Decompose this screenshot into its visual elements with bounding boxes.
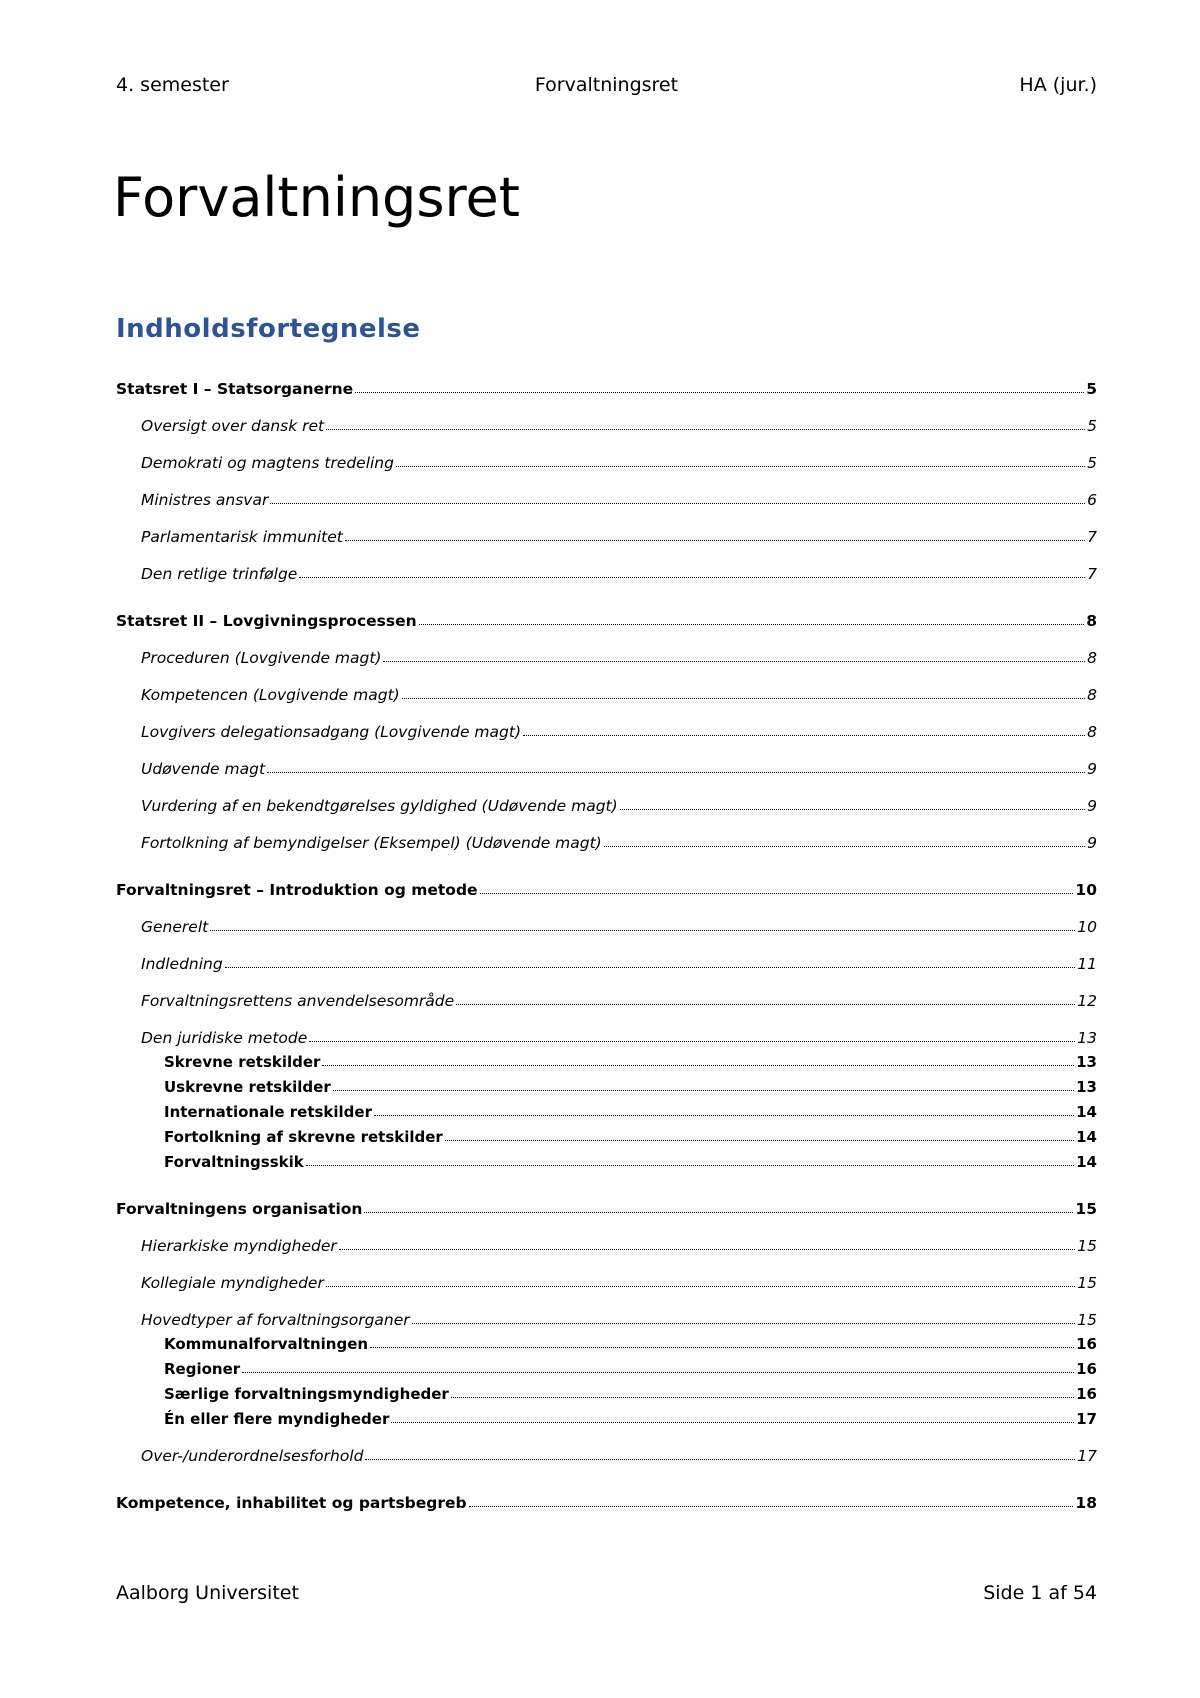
toc-entry[interactable] <box>116 992 1097 1010</box>
toc-entry-label: Hovedtyper af forvaltningsorganer <box>141 1311 410 1329</box>
toc-leader-dots <box>419 624 1085 625</box>
toc-entry[interactable] <box>116 380 1097 398</box>
toc-entry-page: 8 <box>1087 649 1097 667</box>
toc-heading: Indholdsfortegnelse <box>116 314 421 344</box>
toc-entry-label: Forvaltningsskik <box>164 1153 304 1171</box>
toc-entry-label: Regioner <box>164 1360 241 1378</box>
toc-entry-label: Proceduren (Lovgivende magt) <box>141 649 382 667</box>
toc-entry[interactable] <box>116 834 1097 852</box>
toc-entry[interactable] <box>116 454 1097 472</box>
toc-entry-page: 5 <box>1087 454 1097 472</box>
toc-leader-dots <box>267 772 1085 773</box>
toc-entry[interactable] <box>116 1078 1097 1096</box>
toc-entry[interactable] <box>116 1447 1097 1465</box>
toc-entry[interactable] <box>116 686 1097 704</box>
toc-entry-page: 9 <box>1087 760 1097 778</box>
toc-entry[interactable] <box>116 1103 1097 1121</box>
toc-entry-label: Udøvende magt <box>141 760 266 778</box>
toc-entry-label: Hierarkiske myndigheder <box>141 1237 337 1255</box>
toc-entry-label: Den retlige trinfølge <box>141 565 298 583</box>
toc-entry-page: 10 <box>1075 881 1097 899</box>
toc-leader-dots <box>306 1165 1074 1166</box>
toc-entry-page: 12 <box>1077 992 1097 1010</box>
toc-entry[interactable] <box>116 1360 1097 1378</box>
toc-entry-page: 13 <box>1077 1029 1097 1047</box>
toc-entry[interactable] <box>116 417 1097 435</box>
toc-entry-page: 17 <box>1077 1447 1097 1465</box>
toc-entry[interactable] <box>116 491 1097 509</box>
toc-entry-label: Ministres ansvar <box>141 491 269 509</box>
toc-entry-label: Kompetencen (Lovgivende magt) <box>141 686 400 704</box>
toc-leader-dots <box>355 392 1084 393</box>
toc-entry-page: 8 <box>1087 723 1097 741</box>
page-number: Side 1 af 54 <box>983 1582 1097 1604</box>
toc-leader-dots <box>322 1065 1074 1066</box>
toc-leader-dots <box>451 1397 1074 1398</box>
toc-leader-dots <box>480 893 1074 894</box>
toc-entry-label: Over-/underordnelsesforhold <box>141 1447 364 1465</box>
toc-entry-label: Én eller flere myndigheder <box>164 1410 390 1428</box>
toc-entry-label: Forvaltningsrettens anvendelsesområde <box>141 992 455 1010</box>
toc-leader-dots <box>402 698 1085 699</box>
toc-leader-dots <box>364 1212 1073 1213</box>
toc-entry-label: Vurdering af en bekendtgørelses gyldighed (Udøvende magt) <box>141 797 618 815</box>
page-footer <box>116 1582 1097 1604</box>
toc-entry[interactable] <box>116 1053 1097 1071</box>
toc-leader-dots <box>309 1041 1075 1042</box>
header-center: Forvaltningsret <box>534 74 679 96</box>
toc-leader-dots <box>383 661 1085 662</box>
toc-entry[interactable] <box>116 528 1097 546</box>
toc-entry-label: Statsret I – Statsorganerne <box>116 380 354 398</box>
toc-entry[interactable] <box>116 1274 1097 1292</box>
toc-leader-dots <box>456 1004 1075 1005</box>
toc-entry[interactable] <box>116 1200 1097 1218</box>
toc-leader-dots <box>242 1372 1074 1373</box>
toc-entry-page: 6 <box>1087 491 1097 509</box>
toc-entry-page: 16 <box>1076 1385 1097 1403</box>
toc-entry-label: Særlige forvaltningsmyndigheder <box>164 1385 449 1403</box>
toc-entry[interactable] <box>116 1311 1097 1329</box>
toc-entry[interactable] <box>116 1128 1097 1146</box>
toc-leader-dots <box>339 1249 1076 1250</box>
header-left: 4. semester <box>116 74 229 96</box>
toc-entry-label: Fortolkning af skrevne retskilder <box>164 1128 443 1146</box>
toc-entry-label: Oversigt over dansk ret <box>141 417 325 435</box>
toc-leader-dots <box>333 1090 1074 1091</box>
toc-entry-label: Lovgivers delegationsadgang (Lovgivende magt) <box>141 723 521 741</box>
toc-leader-dots <box>299 577 1085 578</box>
toc-entry-page: 16 <box>1076 1335 1097 1353</box>
toc-entry-page: 16 <box>1076 1360 1097 1378</box>
toc-entry[interactable] <box>116 1494 1097 1512</box>
toc-leader-dots <box>469 1506 1074 1507</box>
page-header <box>116 74 1097 100</box>
toc-entry-page: 15 <box>1075 1200 1097 1218</box>
toc-entry-label: Forvaltningsret – Introduktion og metode <box>116 881 478 899</box>
toc-entry-label: Skrevne retskilder <box>164 1053 321 1071</box>
toc-entry-page: 7 <box>1087 528 1097 546</box>
toc-entry-page: 10 <box>1077 918 1097 936</box>
toc-entry-label: Kompetence, inhabilitet og partsbegreb <box>116 1494 467 1512</box>
toc-entry-page: 9 <box>1087 834 1097 852</box>
toc-leader-dots <box>604 846 1085 847</box>
toc-entry-label: Internationale retskilder <box>164 1103 372 1121</box>
toc-entry[interactable] <box>116 918 1097 936</box>
toc-entry-page: 5 <box>1087 417 1097 435</box>
toc-leader-dots <box>374 1115 1074 1116</box>
toc-leader-dots <box>326 1286 1075 1287</box>
toc-entry-page: 15 <box>1077 1311 1097 1329</box>
toc-entry-label: Fortolkning af bemyndigelser (Eksempel) (Udøvende magt) <box>141 834 602 852</box>
toc-entry[interactable] <box>116 612 1097 630</box>
toc-leader-dots <box>270 503 1085 504</box>
toc-entry-label: Kollegiale myndigheder <box>141 1274 324 1292</box>
toc-entry-label: Kommunalforvaltningen <box>164 1335 369 1353</box>
toc-entry-page: 11 <box>1077 955 1097 973</box>
toc-entry-label: Forvaltningens organisation <box>116 1200 363 1218</box>
toc-entry[interactable] <box>116 565 1097 583</box>
toc-entry[interactable] <box>116 723 1097 741</box>
header-right: HA (jur.) <box>1019 74 1097 96</box>
toc-entry[interactable] <box>116 1029 1097 1047</box>
toc-entry[interactable] <box>116 1335 1097 1353</box>
toc-entry-label: Generelt <box>141 918 209 936</box>
toc-leader-dots <box>523 735 1085 736</box>
toc-entry[interactable] <box>116 1153 1097 1171</box>
toc-leader-dots <box>365 1459 1075 1460</box>
footer-left: Aalborg Universitet <box>116 1582 299 1604</box>
toc-entry-page: 15 <box>1077 1237 1097 1255</box>
toc-entry-page: 13 <box>1076 1053 1097 1071</box>
toc-leader-dots <box>396 466 1085 467</box>
toc-leader-dots <box>225 967 1076 968</box>
toc-entry[interactable] <box>116 1237 1097 1255</box>
toc-entry-page: 14 <box>1076 1128 1097 1146</box>
toc-leader-dots <box>345 540 1085 541</box>
toc-entry-label: Den juridiske metode <box>141 1029 308 1047</box>
toc-entry-label: Parlamentarisk immunitet <box>141 528 343 546</box>
toc-entry[interactable] <box>116 1385 1097 1403</box>
toc-entry[interactable] <box>116 955 1097 973</box>
toc-leader-dots <box>370 1347 1074 1348</box>
page-title: Forvaltningsret <box>113 166 520 229</box>
toc-entry-page: 18 <box>1075 1494 1097 1512</box>
toc-entry[interactable] <box>116 1410 1097 1428</box>
toc-entry-label: Uskrevne retskilder <box>164 1078 331 1096</box>
toc-entry-label: Indledning <box>141 955 223 973</box>
toc-entry[interactable] <box>116 797 1097 815</box>
toc-leader-dots <box>412 1323 1076 1324</box>
toc-entry-page: 5 <box>1086 380 1097 398</box>
toc-entry[interactable] <box>116 649 1097 667</box>
toc-entry[interactable] <box>116 881 1097 899</box>
toc-leader-dots <box>445 1140 1074 1141</box>
toc-entry-page: 17 <box>1076 1410 1097 1428</box>
toc-entry[interactable] <box>116 760 1097 778</box>
toc-entry-page: 8 <box>1086 612 1097 630</box>
toc-entry-page: 9 <box>1087 797 1097 815</box>
toc-leader-dots <box>210 930 1075 931</box>
toc-entry-page: 14 <box>1076 1103 1097 1121</box>
toc-leader-dots <box>391 1422 1074 1423</box>
toc-entry-page: 7 <box>1087 565 1097 583</box>
toc-entry-page: 15 <box>1077 1274 1097 1292</box>
toc-leader-dots <box>326 429 1085 430</box>
toc-entry-page: 13 <box>1076 1078 1097 1096</box>
toc-entry-page: 8 <box>1087 686 1097 704</box>
toc-leader-dots <box>620 809 1085 810</box>
toc-entry-page: 14 <box>1076 1153 1097 1171</box>
toc-entry-label: Demokrati og magtens tredeling <box>141 454 394 472</box>
toc-entry-label: Statsret II – Lovgivningsprocessen <box>116 612 417 630</box>
